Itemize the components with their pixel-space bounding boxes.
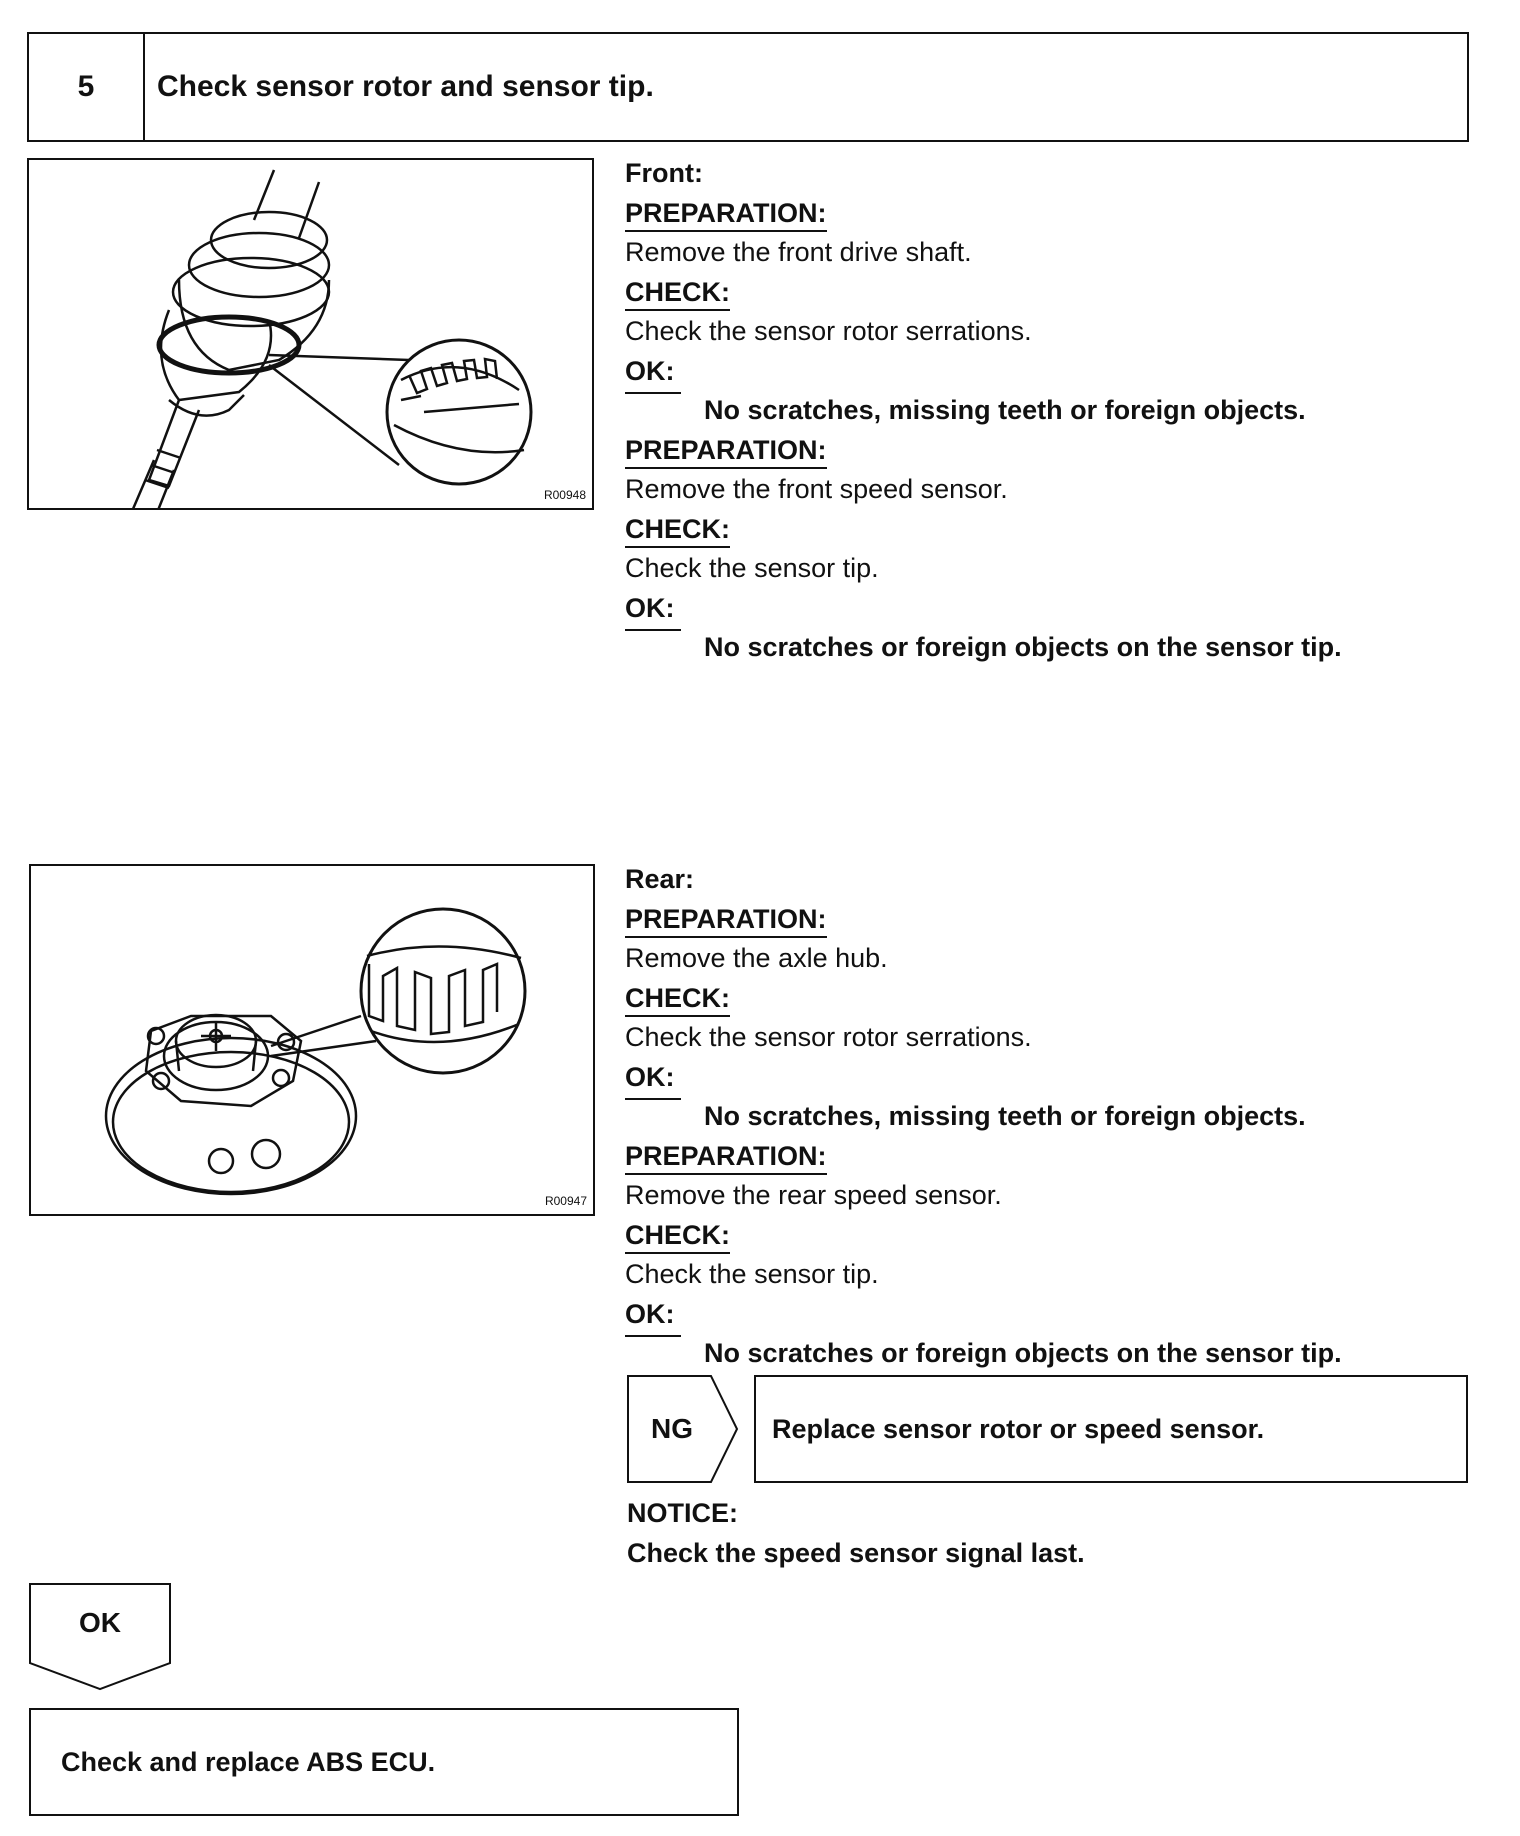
- check-label: CHECK:: [625, 513, 730, 548]
- preparation-label: PREPARATION:: [625, 903, 827, 938]
- front-heading: Front:: [625, 158, 703, 188]
- step-header: [27, 32, 1469, 142]
- ng-action: Replace sensor rotor or speed sensor.: [754, 1375, 1468, 1483]
- check-text: Check the sensor rotor serrations.: [625, 1022, 1032, 1052]
- ok-criteria: No scratches or foreign objects on the sensor tip.: [704, 1338, 1342, 1368]
- rear-procedure: [625, 860, 1485, 1374]
- drive-shaft-drawing: [29, 160, 592, 508]
- check-text: Check the sensor tip.: [625, 553, 879, 583]
- rear-heading: Rear:: [625, 864, 695, 894]
- preparation-text: Remove the axle hub.: [625, 943, 888, 973]
- front-procedure: [625, 154, 1485, 668]
- check-text: Check the sensor rotor serrations.: [625, 316, 1032, 346]
- step-title: Check sensor rotor and sensor tip.: [157, 70, 654, 103]
- preparation-text: Remove the rear speed sensor.: [625, 1180, 1002, 1210]
- check-label: CHECK:: [625, 1219, 730, 1254]
- ng-branch-arrow: [627, 1375, 739, 1483]
- rear-axle-hub-illustration: [29, 864, 595, 1216]
- preparation-text: Remove the front drive shaft.: [625, 237, 972, 267]
- ok-label: OK:: [625, 1061, 675, 1092]
- ok-criteria: No scratches, missing teeth or foreign objects.: [704, 395, 1306, 425]
- ok-criteria: No scratches, missing teeth or foreign objects.: [704, 1101, 1306, 1131]
- front-drive-shaft-illustration: [27, 158, 594, 510]
- notice-label: NOTICE:: [627, 1498, 738, 1528]
- notice-text: Check the speed sensor signal last.: [627, 1538, 1085, 1568]
- ng-label: NG: [651, 1413, 693, 1444]
- check-label: CHECK:: [625, 276, 730, 311]
- check-text: Check the sensor tip.: [625, 1259, 879, 1289]
- preparation-text: Remove the front speed sensor.: [625, 474, 1008, 504]
- ok-action: Check and replace ABS ECU.: [29, 1708, 739, 1816]
- preparation-label: PREPARATION:: [625, 197, 827, 232]
- ok-branch-arrow: [29, 1583, 171, 1691]
- check-label: CHECK:: [625, 982, 730, 1017]
- preparation-label: PREPARATION:: [625, 1140, 827, 1175]
- ok-branch-label: OK: [79, 1607, 121, 1638]
- ok-label: OK:: [625, 1298, 675, 1329]
- figure-code: R00947: [544, 1194, 587, 1208]
- ok-criteria: No scratches or foreign objects on the sensor tip.: [704, 632, 1342, 662]
- ok-label: OK:: [625, 355, 675, 386]
- notice: [627, 1493, 1085, 1573]
- ok-label: OK:: [625, 592, 675, 623]
- preparation-label: PREPARATION:: [625, 434, 827, 469]
- axle-hub-drawing: [31, 866, 593, 1214]
- step-number: 5: [29, 34, 145, 140]
- figure-code: R00948: [543, 488, 586, 502]
